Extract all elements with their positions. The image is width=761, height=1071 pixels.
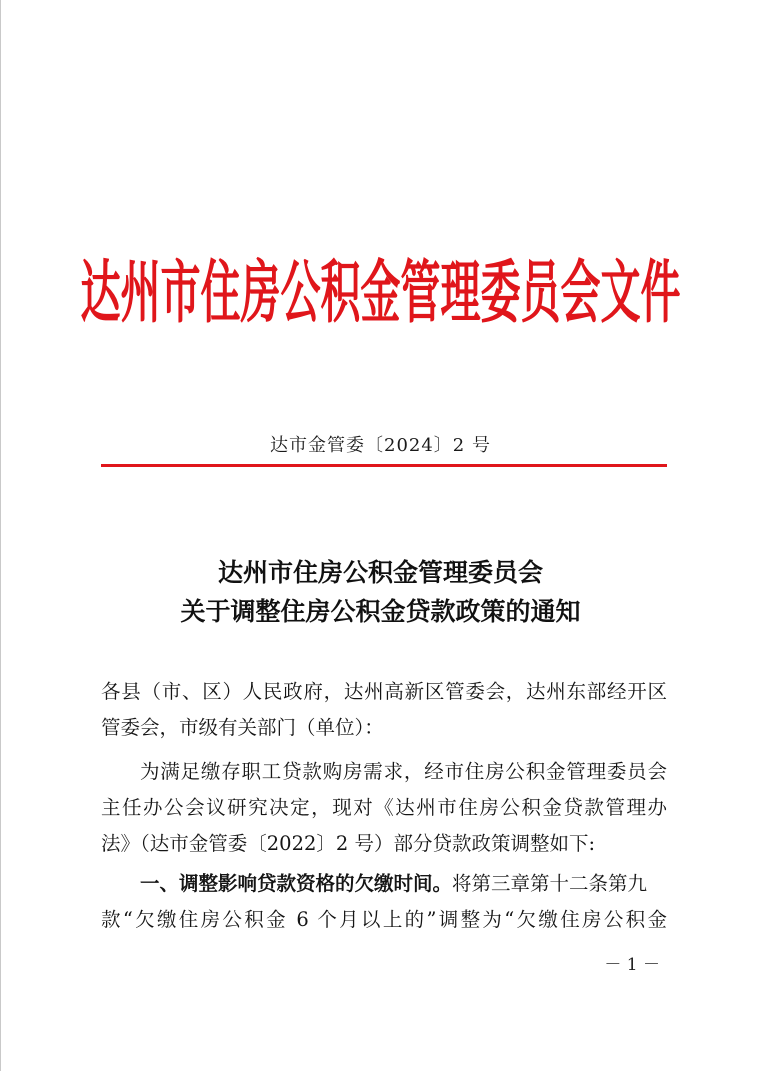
document-title-line-2: 关于调整住房公积金贷款政策的通知 bbox=[180, 597, 581, 626]
page-number: － 1 － bbox=[604, 955, 660, 975]
section-1-line-1 bbox=[101, 866, 667, 902]
issuer-header-title: 达州市住房公积金管理委员会文件 bbox=[80, 254, 681, 334]
paragraph-1-line-3: 法》（达市金管委〔2022〕2 号）部分贷款政策调整如下: bbox=[101, 832, 596, 855]
red-separator-line bbox=[101, 464, 667, 467]
paragraph-1-line-1: 为满足缴存职工贷款购房需求，经市住房公积金管理委员会 bbox=[140, 760, 667, 783]
addressee-line-1: 各县（市、区）人民政府，达州高新区管委会，达州东部经开区 bbox=[101, 680, 667, 703]
addressee-line-2: 管委会，市级有关部门（单位）： bbox=[101, 716, 384, 739]
page-edge bbox=[0, 0, 1, 1071]
section-1-line-1-text: 将第三章第十二条第九 bbox=[452, 872, 648, 895]
paragraph-1-line-2: 主任办公会议研究决定，现对《达州市住房公积金贷款管理办 bbox=[101, 796, 667, 819]
document-title-line-1: 达州市住房公积金管理委员会 bbox=[217, 558, 543, 587]
section-1-heading: 一、调整影响贷款资格的欠缴时间。 bbox=[140, 872, 453, 895]
document-number: 达市金管委〔2024〕2 号 bbox=[270, 435, 491, 456]
section-1-line-2: 款“欠缴住房公积金 6 个月以上的”调整为“欠缴住房公积金 bbox=[101, 908, 667, 931]
